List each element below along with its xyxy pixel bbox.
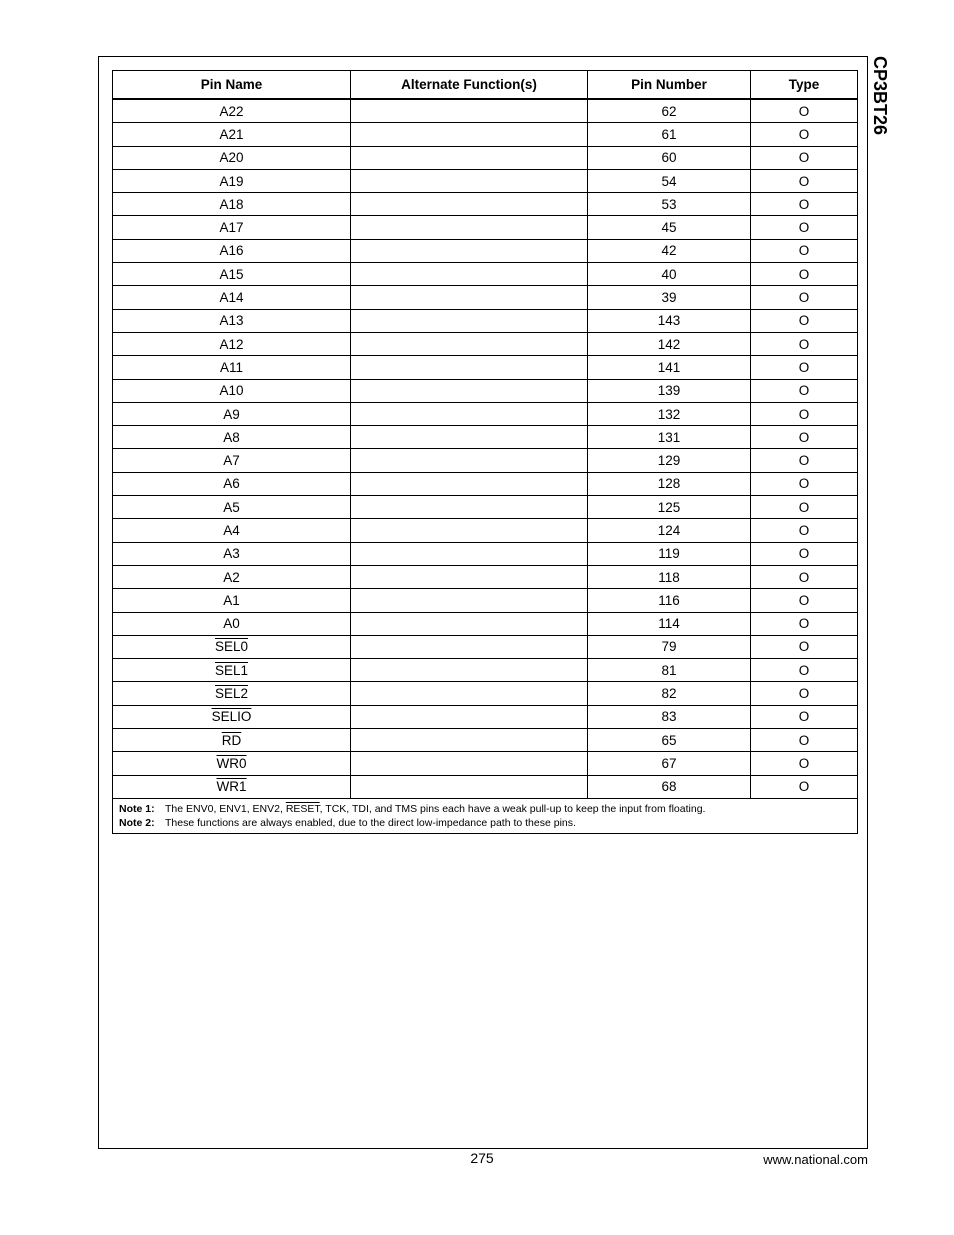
side-title	[868, 56, 908, 156]
table-row	[113, 332, 858, 355]
pin-name-cell: A15	[113, 263, 351, 286]
alternate-function-cell	[351, 519, 588, 542]
alternate-function-cell	[351, 402, 588, 425]
table-row	[113, 705, 858, 728]
pin-number-cell: 114	[588, 612, 751, 635]
alternate-function-cell	[351, 332, 588, 355]
pin-number-cell: 39	[588, 286, 751, 309]
type-cell: O	[751, 496, 858, 519]
alternate-function-cell	[351, 123, 588, 146]
note-2-label: Note 2:	[119, 816, 155, 829]
pin-number-cell: 67	[588, 752, 751, 775]
note-1-label: Note 1:	[119, 802, 155, 815]
pin-number-cell: 81	[588, 659, 751, 682]
header-alternate-functions: Alternate Function(s)	[351, 71, 588, 100]
pin-number-cell: 79	[588, 635, 751, 658]
pin-name-cell: A6	[113, 472, 351, 495]
alternate-function-cell	[351, 729, 588, 752]
pin-number-cell: 132	[588, 402, 751, 425]
type-cell: O	[751, 146, 858, 169]
pin-name-cell: A5	[113, 496, 351, 519]
table-row	[113, 729, 858, 752]
notes-cell	[113, 798, 858, 833]
table-row	[113, 612, 858, 635]
pin-number-cell: 83	[588, 705, 751, 728]
type-cell: O	[751, 775, 858, 798]
alternate-function-cell	[351, 169, 588, 192]
pin-number-cell: 128	[588, 472, 751, 495]
pin-number-cell: 82	[588, 682, 751, 705]
pin-name-cell: A1	[113, 589, 351, 612]
table-row	[113, 449, 858, 472]
type-cell: O	[751, 169, 858, 192]
type-cell: O	[751, 263, 858, 286]
note-2-text: These functions are always enabled, due to the direct low-impedance path to these pins.	[165, 816, 576, 829]
type-cell: O	[751, 193, 858, 216]
table-row	[113, 565, 858, 588]
pin-name-cell: A9	[113, 402, 351, 425]
pin-name-cell: A8	[113, 426, 351, 449]
alternate-function-cell	[351, 379, 588, 402]
type-cell: O	[751, 332, 858, 355]
alternate-function-cell	[351, 705, 588, 728]
pin-name-cell: A16	[113, 239, 351, 262]
type-cell: O	[751, 239, 858, 262]
pin-number-cell: 139	[588, 379, 751, 402]
alternate-function-cell	[351, 682, 588, 705]
pin-name-cell: WR0	[113, 752, 351, 775]
type-cell: O	[751, 402, 858, 425]
pin-name-cell: SEL1	[113, 659, 351, 682]
pin-name-cell: A3	[113, 542, 351, 565]
pin-name-cell: SEL0	[113, 635, 351, 658]
alternate-function-cell	[351, 449, 588, 472]
alternate-function-cell	[351, 99, 588, 123]
pin-number-cell: 42	[588, 239, 751, 262]
pin-number-cell: 40	[588, 263, 751, 286]
type-cell: O	[751, 752, 858, 775]
pin-number-cell: 118	[588, 565, 751, 588]
pin-number-cell: 68	[588, 775, 751, 798]
header-pin-name: Pin Name	[113, 71, 351, 100]
table-row	[113, 682, 858, 705]
alternate-function-cell	[351, 193, 588, 216]
pin-name-cell: A4	[113, 519, 351, 542]
type-cell: O	[751, 309, 858, 332]
alternate-function-cell	[351, 589, 588, 612]
table-row	[113, 286, 858, 309]
type-cell: O	[751, 216, 858, 239]
pin-number-cell: 53	[588, 193, 751, 216]
alternate-function-cell	[351, 612, 588, 635]
type-cell: O	[751, 99, 858, 123]
alternate-function-cell	[351, 496, 588, 519]
type-cell: O	[751, 379, 858, 402]
type-cell: O	[751, 426, 858, 449]
side-title-text: CP3BT26	[870, 56, 890, 136]
pin-name-cell: SEL2	[113, 682, 351, 705]
pin-name-cell: A14	[113, 286, 351, 309]
table-row	[113, 99, 858, 123]
alternate-function-cell	[351, 565, 588, 588]
type-cell: O	[751, 542, 858, 565]
table-row	[113, 239, 858, 262]
alternate-function-cell	[351, 752, 588, 775]
note-1-overlined-text: RESET	[285, 802, 320, 815]
pin-number-cell: 116	[588, 589, 751, 612]
alternate-function-cell	[351, 146, 588, 169]
alternate-function-cell	[351, 659, 588, 682]
pin-name-cell: A18	[113, 193, 351, 216]
table-row	[113, 775, 858, 798]
table-row	[113, 659, 858, 682]
pin-name-cell: A13	[113, 309, 351, 332]
pin-number-cell: 45	[588, 216, 751, 239]
table-row	[113, 123, 858, 146]
note-1	[119, 802, 851, 816]
alternate-function-cell	[351, 239, 588, 262]
table-row	[113, 426, 858, 449]
pin-name-cell: A20	[113, 146, 351, 169]
header-pin-number: Pin Number	[588, 71, 751, 100]
pin-name-cell: A19	[113, 169, 351, 192]
pin-name-cell: A2	[113, 565, 351, 588]
table-row	[113, 169, 858, 192]
pin-name-cell: SELIO	[113, 705, 351, 728]
pin-number-cell: 129	[588, 449, 751, 472]
pin-number-cell: 65	[588, 729, 751, 752]
table-row	[113, 193, 858, 216]
notes-row	[113, 798, 858, 833]
pin-name-cell: A12	[113, 332, 351, 355]
type-cell: O	[751, 449, 858, 472]
pin-name-cell: A10	[113, 379, 351, 402]
pin-number-cell: 60	[588, 146, 751, 169]
pin-number-cell: 61	[588, 123, 751, 146]
type-cell: O	[751, 286, 858, 309]
type-cell: O	[751, 519, 858, 542]
alternate-function-cell	[351, 263, 588, 286]
type-cell: O	[751, 356, 858, 379]
table-row	[113, 146, 858, 169]
table-row	[113, 635, 858, 658]
table-header-row	[113, 71, 858, 100]
alternate-function-cell	[351, 635, 588, 658]
pin-name-cell: A17	[113, 216, 351, 239]
pin-table	[112, 70, 858, 834]
type-cell: O	[751, 705, 858, 728]
alternate-function-cell	[351, 426, 588, 449]
pin-number-cell: 54	[588, 169, 751, 192]
pin-number-cell: 142	[588, 332, 751, 355]
pin-number-cell: 125	[588, 496, 751, 519]
type-cell: O	[751, 659, 858, 682]
note-2	[119, 816, 851, 830]
alternate-function-cell	[351, 286, 588, 309]
type-cell: O	[751, 682, 858, 705]
pin-number-cell: 143	[588, 309, 751, 332]
pin-number-cell: 124	[588, 519, 751, 542]
pin-name-cell: $\overline{RD}$	[113, 729, 351, 752]
note-1-text-after: , TCK, TDI, and TMS pins each have a weak pull-up to keep the input from floating.	[319, 802, 706, 815]
table-row	[113, 472, 858, 495]
alternate-function-cell	[351, 542, 588, 565]
table-row	[113, 589, 858, 612]
table-row	[113, 216, 858, 239]
pin-number-cell: 131	[588, 426, 751, 449]
pin-name-cell: A22	[113, 99, 351, 123]
pin-name-cell: A7	[113, 449, 351, 472]
type-cell: O	[751, 612, 858, 635]
alternate-function-cell	[351, 472, 588, 495]
page-number: 275	[470, 1150, 494, 1166]
pin-number-cell: 141	[588, 356, 751, 379]
table-row	[113, 402, 858, 425]
type-cell: O	[751, 729, 858, 752]
type-cell: O	[751, 472, 858, 495]
table-row	[113, 379, 858, 402]
table-body	[113, 99, 858, 798]
alternate-function-cell	[351, 356, 588, 379]
header-type: Type	[751, 71, 858, 100]
footer-url: www.national.com	[763, 1152, 868, 1167]
table-row	[113, 309, 858, 332]
pin-name-cell: A11	[113, 356, 351, 379]
type-cell: O	[751, 123, 858, 146]
note-1-text-before: The ENV0, ENV1, ENV2,	[165, 802, 286, 815]
pin-number-cell: 119	[588, 542, 751, 565]
type-cell: O	[751, 635, 858, 658]
type-cell: O	[751, 589, 858, 612]
alternate-function-cell	[351, 775, 588, 798]
table-row	[113, 356, 858, 379]
pin-name-cell: A0	[113, 612, 351, 635]
table-row	[113, 519, 858, 542]
table-row	[113, 263, 858, 286]
alternate-function-cell	[351, 309, 588, 332]
pin-name-cell: A21	[113, 123, 351, 146]
table-row	[113, 496, 858, 519]
alternate-function-cell	[351, 216, 588, 239]
type-cell: O	[751, 565, 858, 588]
pin-name-cell: WR1	[113, 775, 351, 798]
table-row	[113, 542, 858, 565]
pin-number-cell: 62	[588, 99, 751, 123]
table-row	[113, 752, 858, 775]
